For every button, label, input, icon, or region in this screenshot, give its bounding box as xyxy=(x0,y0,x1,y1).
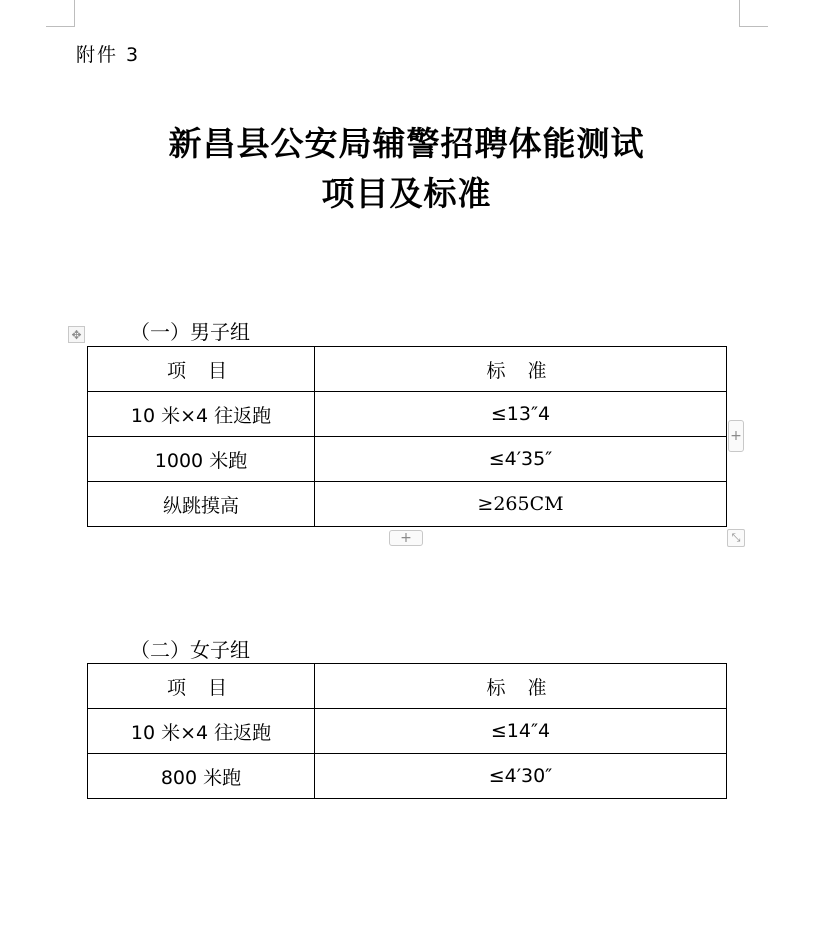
plus-icon: + xyxy=(730,428,742,444)
resize-icon: ⤡ xyxy=(731,531,741,544)
table-row xyxy=(88,437,727,482)
standard-cell[interactable]: ≥265CM xyxy=(315,482,727,527)
plus-icon: + xyxy=(400,530,412,546)
table-move-handle[interactable] xyxy=(68,326,85,343)
add-column-button[interactable] xyxy=(728,420,744,452)
item-cell[interactable]: 1000 米跑 xyxy=(88,437,315,482)
table-header-row xyxy=(88,347,727,392)
standard-cell[interactable]: ≤14″4 xyxy=(315,709,727,754)
add-row-button[interactable] xyxy=(389,530,423,546)
table-row xyxy=(88,392,727,437)
header-item-cell[interactable]: 项 目 xyxy=(88,347,315,392)
move-icon: ✥ xyxy=(71,328,82,342)
page-corner-mark-top-right xyxy=(739,0,768,27)
item-cell[interactable]: 纵跳摸高 xyxy=(88,482,315,527)
table-header-row xyxy=(88,664,727,709)
header-item-cell[interactable]: 项 目 xyxy=(88,664,315,709)
standard-cell[interactable]: ≤13″4 xyxy=(315,392,727,437)
item-cell[interactable]: 10 米×4 往返跑 xyxy=(88,709,315,754)
table-row xyxy=(88,709,727,754)
section-label-women: （二）女子组 xyxy=(130,638,250,662)
header-standard-cell[interactable]: 标 准 xyxy=(315,347,727,392)
document-title-line-2: 项目及标准 xyxy=(321,174,492,213)
document-title-line-1: 新昌县公安局辅警招聘体能测试 xyxy=(168,124,645,163)
men-standards-table xyxy=(87,346,727,527)
standard-cell[interactable]: ≤4′35″ xyxy=(315,437,727,482)
item-cell[interactable]: 800 米跑 xyxy=(88,754,315,799)
attachment-label: 附件 3 xyxy=(76,44,141,66)
table-row xyxy=(88,754,727,799)
women-standards-table xyxy=(87,663,727,799)
page-corner-mark-top-left xyxy=(46,0,75,27)
item-cell[interactable]: 10 米×4 往返跑 xyxy=(88,392,315,437)
table-resize-handle[interactable] xyxy=(727,529,745,547)
table-row xyxy=(88,482,727,527)
header-standard-cell[interactable]: 标 准 xyxy=(315,664,727,709)
standard-cell[interactable]: ≤4′30″ xyxy=(315,754,727,799)
section-label-men: （一）男子组 xyxy=(130,320,250,344)
